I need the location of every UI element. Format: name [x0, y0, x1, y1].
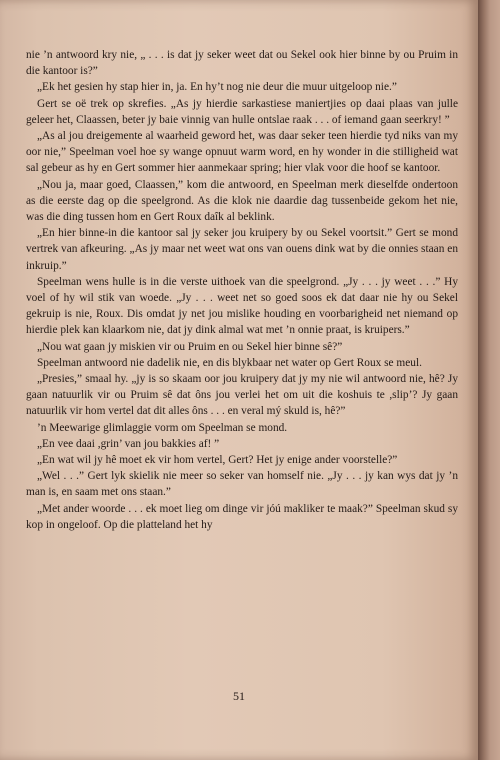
paragraph-11: ’n Meewarige glimlaggie vorm om Speelman se mond. — [37, 421, 288, 434]
paragraph-8: „Nou wat gaan jy miskien vir ou Pruim en ou Sekel hier binne sê?” — [37, 340, 343, 353]
paragraph-15: „Met ander woorde . . . ek moet lieg om dinge vir jóú makliker te maak?” Speelman skud sy kop in ongeloof. Op die platteland het hy — [26, 502, 458, 531]
page-edge-shadow — [478, 0, 500, 760]
paragraph-4: „As al jou dreigemente al waarheid geword het, was daar seker teen hierdie tyd niks van my oor nie,” Speelman voel hoe sy wange opnuut warm word, en hy wonder in die stilligheid wat sal gebeur as hy en Gert sommer hier aanmekaar spring; hier vlak voor die hoof se kantoor. — [26, 130, 458, 175]
paragraph-14: „Wel . . .” Gert lyk skielik nie meer so seker van homself nie. „Jy . . . jy kan wys dat jy ’n man is, en saam met ons staan.” — [26, 470, 458, 499]
paragraph-13: „En wat wil jy hê moet ek vir hom vertel, Gert? Het jy enige ander voorstelle?” — [37, 454, 398, 467]
page-number: 51 — [233, 689, 245, 703]
paragraph-2: „Ek het gesien hy stap hier in, ja. En hy’t nog nie deur die muur uitgeloop nie.” — [37, 81, 397, 94]
paragraph-9: Speelman antwoord nie dadelik nie, en dis blykbaar net water op Gert Roux se meul. — [37, 356, 422, 369]
paragraph-5: „Nou ja, maar goed, Claassen,” kom die antwoord, en Speelman merk dieselfde ondertoon as die eerste dag op die speelgrond. As die klok nie daardie dag tussenbeide gekom het nie, was die ding tussen hom en Gert Roux daîk al beklink. — [26, 178, 458, 224]
paragraph-12: „En vee daai ,grin’ van jou bakkies af! ” — [37, 437, 220, 450]
body-text — [26, 47, 458, 533]
paragraph-10: „Presies,” smaal hy. „jy is so skaam oor jou kruipery dat jy my nie wil antwoord nie, hê? Jy gaan natuurlik vir ou Pruim sê dat ôns jou verlei het om uit die koshuis te ,slip’? Jy gaan natuurlik vir hom vertel dat dit alles ôns . . . en veral mý skuld is, hê?” — [26, 373, 458, 418]
paragraph-3: Gert se oë trek op skrefies. „As jy hierdie sarkastiese maniertjies op daai plaas van julle geleer het, Claassen, beter jy baie vinnig van hulle ontslae raak . . . of iemand gaan seerkry! ” — [26, 97, 458, 126]
paragraph-1: nie ’n antwoord kry nie, „ . . . is dat jy seker weet dat ou Sekel ook hier binne by ou Pruim in die kantoor is?” — [26, 49, 458, 78]
paragraph-7: Speelman wens hulle is in die verste uithoek van die speelgrond. „Jy . . . jy weet . . .” Hy voel of hy wil stik van woede. „Jy . . . weet net so goed soos ek dat daar nie hy ou Sekel gekruip is nie, Roux. Dis omdat jy net jou mislike houding en voorbarigheid net niemand op hierdie plek kan klaarkom nie, dat jy dink almal wat met ’n onnie praat, is kruipers.” — [26, 275, 458, 337]
paragraph-6: „En hier binne-in die kantoor sal jy seker jou kruipery by ou Sekel voortsit.” Gert se mond vertrek van afkeuring. „As jy maar net weet wat ons van ouens dink wat by die onnies staan en inkruip.” — [26, 227, 458, 272]
